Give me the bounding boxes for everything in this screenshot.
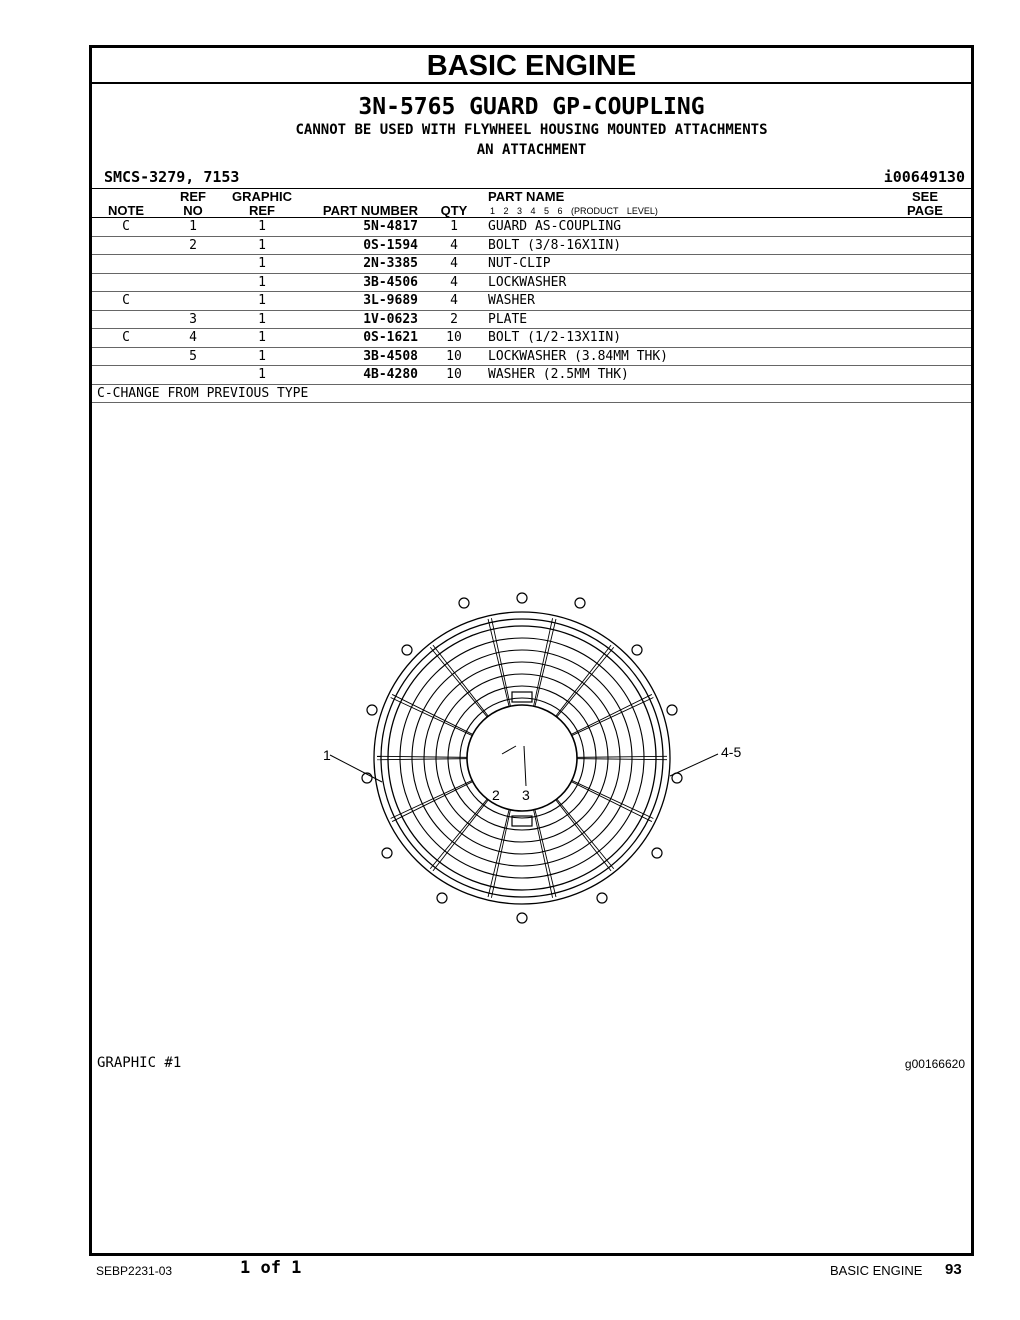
callout-3: 3	[522, 787, 530, 803]
header-qty: QTY	[440, 203, 468, 218]
guard-spoke	[556, 645, 611, 716]
guard-ring	[388, 626, 656, 890]
row-part-name: GUARD AS-COUPLING	[488, 219, 622, 234]
row-part-name: WASHER (2.5MM THK)	[488, 367, 629, 382]
row-qty: 10	[446, 348, 462, 364]
callout-4-5: 4-5	[721, 744, 742, 760]
guard-spoke	[534, 810, 553, 898]
coupling-guard-drawing	[92, 48, 971, 1253]
row-part-name: NUT-CLIP	[488, 256, 551, 271]
header-graphic-bottom: REF	[249, 203, 275, 218]
mounting-tab	[517, 593, 527, 603]
table-footnote: C-CHANGE FROM PREVIOUS TYPE	[92, 385, 971, 403]
guard-spoke	[433, 645, 488, 716]
row-ref-no: 4	[189, 330, 197, 345]
row-part-number: 3L-9689	[363, 293, 418, 308]
row-qty: 2	[450, 311, 458, 327]
mounting-tab	[459, 598, 469, 608]
row-part-name: LOCKWASHER (3.84MM THK)	[488, 348, 669, 364]
guard-spoke	[577, 756, 667, 757]
graphic-label: GRAPHIC #1	[97, 1055, 182, 1071]
row-part-number: 3B-4506	[363, 274, 418, 290]
row-qty: 4	[450, 237, 458, 253]
row-part-number: 3B-4508	[363, 348, 418, 364]
row-qty: 4	[450, 256, 458, 271]
row-part-number: 0S-1621	[363, 330, 418, 345]
row-qty: 10	[446, 330, 462, 345]
guard-illustration	[362, 593, 682, 923]
row-qty: 4	[450, 293, 458, 308]
row-ref-no: 3	[189, 311, 197, 327]
row-graphic-ref: 1	[258, 237, 266, 253]
graphic-id: g00166620	[904, 1057, 965, 1071]
row-graphic-ref: 1	[258, 330, 266, 345]
mounting-tab	[517, 913, 527, 923]
row-note: C	[122, 293, 130, 308]
guard-spoke	[491, 618, 510, 706]
row-graphic-ref: 1	[258, 348, 266, 364]
footer-page-of: 1 of 1	[240, 1258, 302, 1278]
row-note: C	[122, 219, 130, 234]
row-ref-no: 5	[189, 348, 197, 364]
row-ref-no: 1	[189, 219, 197, 234]
guard-spoke	[377, 756, 467, 757]
row-part-number: 1V-0623	[363, 311, 418, 327]
row-part-name: PLATE	[488, 311, 528, 327]
row-qty: 1	[450, 219, 458, 234]
row-ref-no: 2	[189, 237, 197, 253]
guard-ring	[412, 650, 632, 866]
guard-ring	[448, 686, 596, 830]
mounting-tab	[632, 645, 642, 655]
usage-note: AN ATTACHMENT	[476, 142, 587, 158]
guard-ring	[381, 619, 663, 897]
row-part-name: BOLT (1/2-13X1IN)	[488, 330, 622, 345]
header-part-name: PART NAME	[488, 189, 565, 204]
parts-page-frame	[89, 45, 974, 1256]
clip-plate-top	[512, 692, 532, 702]
row-part-number: 4B-4280	[363, 367, 418, 382]
mounting-tab	[437, 893, 447, 903]
callout-2: 2	[492, 787, 500, 803]
guard-spoke	[577, 759, 667, 760]
row-graphic-ref: 1	[258, 219, 266, 234]
mounting-tab	[652, 848, 662, 858]
header-ref-bottom: NO	[183, 203, 203, 218]
mounting-tab	[382, 848, 392, 858]
header-product-level: 1 2 3 4 5 6 (PRODUCT LEVEL)	[490, 206, 658, 216]
footer-doc-number: SEBP2231-03	[96, 1264, 173, 1278]
illustration-id: i00649130	[883, 168, 965, 186]
row-note: C	[122, 330, 130, 345]
header-see-top: SEE	[911, 189, 938, 204]
mounting-tab	[667, 705, 677, 715]
mounting-tab	[367, 705, 377, 715]
row-part-number: 2N-3385	[363, 256, 418, 271]
row-part-number: 5N-4817	[363, 219, 418, 234]
row-qty: 10	[446, 367, 462, 382]
row-part-name: BOLT (3/8-16X1IN)	[488, 237, 622, 253]
header-note: NOTE	[107, 203, 145, 218]
header-see-bottom: PAGE	[907, 203, 943, 218]
guard-spoke	[377, 759, 467, 760]
header-ref-top: REF	[180, 189, 206, 204]
callout-leader-2	[502, 746, 516, 754]
guard-ring	[374, 612, 670, 904]
section-title: BASIC ENGINE	[92, 48, 971, 84]
row-graphic-ref: 1	[258, 274, 266, 290]
header-part-number: PART NUMBER	[322, 203, 418, 218]
footer-section: BASIC ENGINE	[830, 1263, 923, 1278]
row-graphic-ref: 1	[258, 367, 266, 382]
row-graphic-ref: 1	[258, 311, 266, 327]
mounting-tab	[575, 598, 585, 608]
header-graphic-top: GRAPHIC	[232, 189, 292, 204]
guard-spoke	[556, 800, 611, 871]
row-qty: 4	[450, 274, 458, 290]
guard-ring	[436, 674, 608, 842]
row-part-number: 0S-1594	[363, 237, 418, 253]
row-part-name: WASHER	[488, 293, 535, 308]
callout-1: 1	[323, 747, 331, 763]
mounting-tab	[402, 645, 412, 655]
guard-spoke	[433, 800, 488, 871]
mounting-tab	[597, 893, 607, 903]
guard-spoke	[491, 810, 510, 898]
guard-ring	[424, 662, 620, 854]
callout-leader-3	[524, 746, 526, 786]
group-title: 3N-5765 GUARD GP-COUPLING	[358, 94, 705, 120]
callout-leader-4-5	[670, 754, 718, 776]
row-part-name: LOCKWASHER	[488, 274, 567, 290]
smcs-code: SMCS-3279, 7153	[104, 168, 240, 186]
usage-note: CANNOT BE USED WITH FLYWHEEL HOUSING MOUNTED ATTACHMENTS	[295, 122, 768, 138]
row-graphic-ref: 1	[258, 256, 266, 271]
guard-spoke	[534, 618, 553, 706]
footer-page-number: 93	[945, 1261, 962, 1278]
row-graphic-ref: 1	[258, 293, 266, 308]
